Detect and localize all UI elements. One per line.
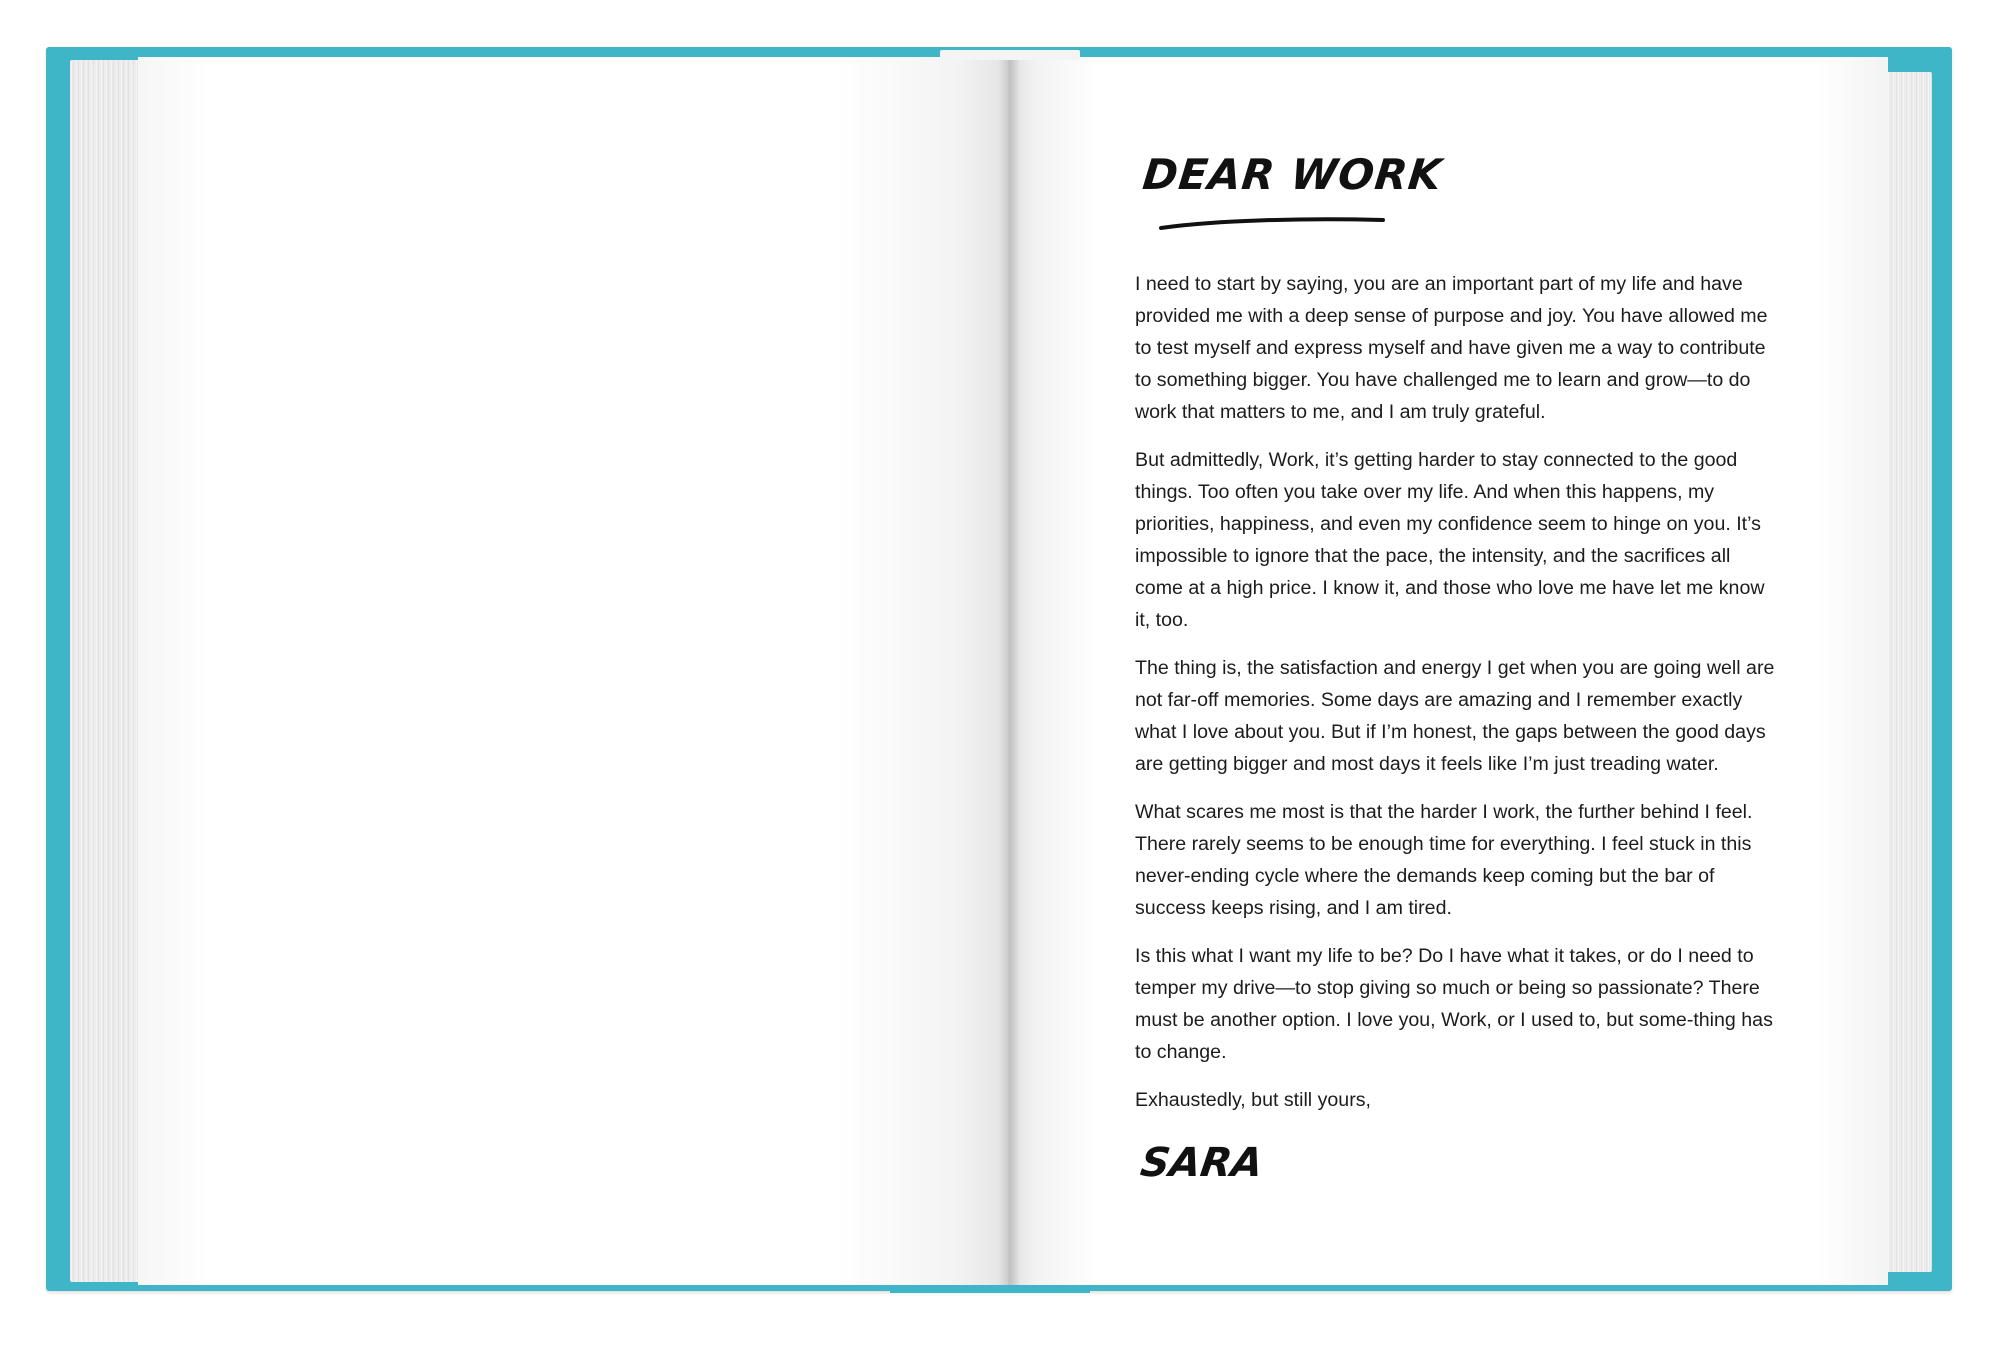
left-page-edges [70, 60, 142, 1282]
left-page-blank [138, 57, 1010, 1285]
letter-paragraph: I need to start by saying, you are an important part of my life and have provided me with a deep sense of purpose and joy. You have allowed me to test myself and express myself and have given me a way to contribute to something bigger. You have challenged me to learn and grow—to do work that matters to me, and I am truly grateful. [1135, 273, 1768, 423]
letter-closing: Exhaustedly, but still yours, [1135, 1089, 1371, 1111]
letter-signature: SARA [1137, 1140, 1266, 1186]
heading-handwritten: DEAR WORK [1140, 150, 1445, 199]
letter-paragraph: Is this what I want my life to be? Do I have what it takes, or do I need to temper my drive—to stop giving so much or being so passionate? There must be another option. I love you, Work, or I used to, but some-thing has to change. [1135, 945, 1773, 1063]
book-spine-top [940, 50, 1080, 60]
letter-paragraph: What scares me most is that the harder I work, the further behind I feel. There rarely seems to be enough time for everything. I feel stuck in this never-ending cycle where the demands keep coming but the bar of success keeps rising, and I am tired. [1135, 801, 1753, 919]
letter-paragraph: But admittedly, Work, it’s getting harder to stay connected to the good things. Too often you take over my life. And when this happens, my priorities, happiness, and even my confidence seem to hinge on you. It’s impossible to ignore that the pace, the intensity, and the sacrifices all come at a high price. I know it, and those who love me have let me know it, too. [1135, 449, 1765, 631]
book-gutter [998, 57, 1020, 1285]
letter-paragraph: The thing is, the satisfaction and energy I get when you are going well are not far-off memories. Some days are amazing and I remember exactly what I love about you. But if I’m honest, the gaps between the good days are getting bigger and most days it feels like I’m just treading water. [1135, 657, 1775, 775]
letter-body [1135, 268, 1775, 1186]
heading-underline [1157, 214, 1387, 234]
letter-heading [1135, 150, 1775, 240]
letter [1135, 150, 1775, 1186]
